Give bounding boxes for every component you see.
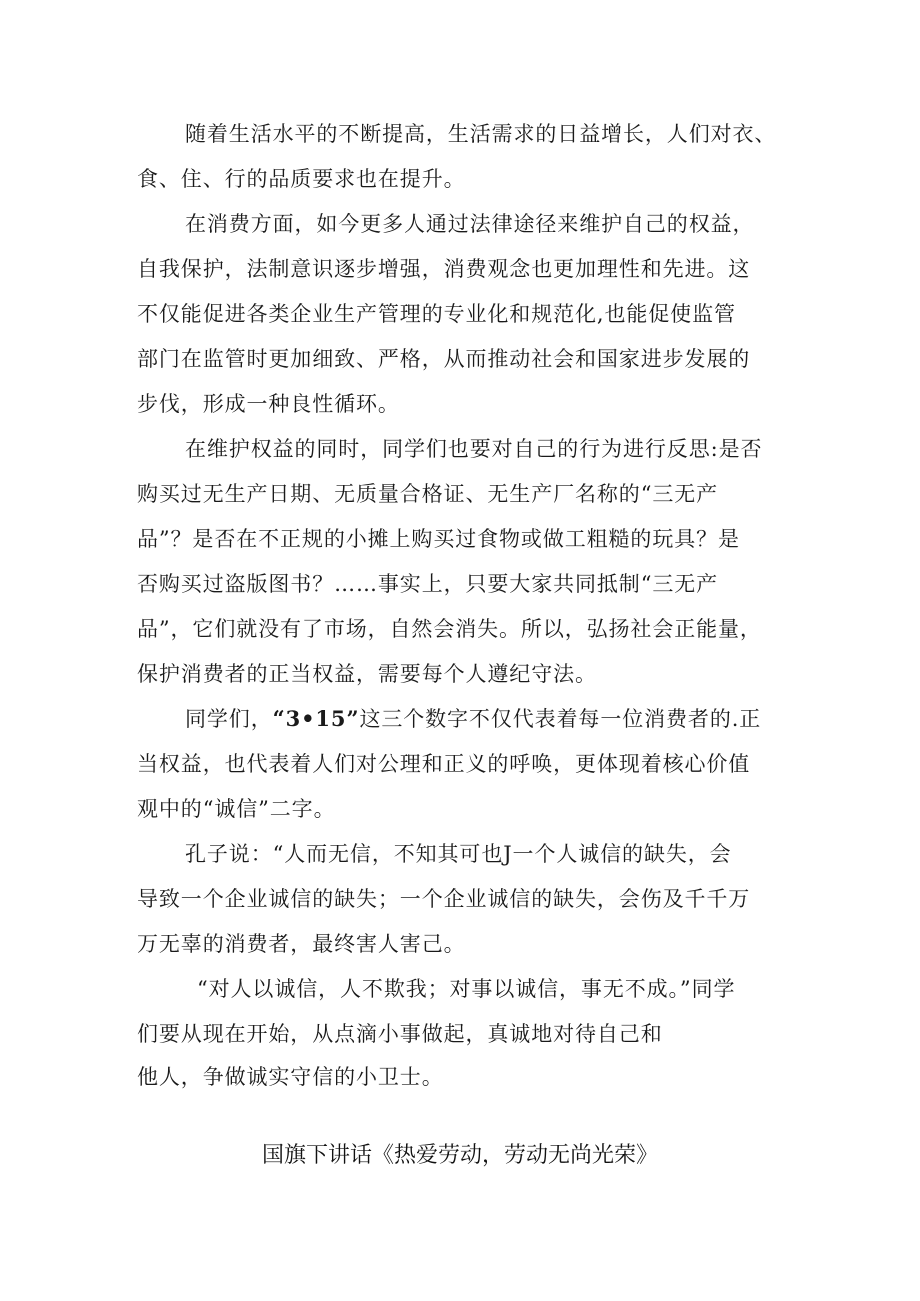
paragraph-3-line-5: 品”，它们就没有了市场，自然会消失。所以，弘扬社会正能量， [137, 617, 762, 641]
paragraph-1-line-1: 随着生活水平的不断提高，生活需求的日益增长，人们对衣、 [185, 122, 777, 146]
paragraph-6-line-3: 他人，争做诚实守信的小卫士。 [137, 1065, 444, 1089]
paragraph-2-line-5: 步伐，形成一种良性循环。 [137, 392, 400, 416]
paragraph-3-line-1: 在维护权益的同时，同学们也要对自己的行为进行反思:是否 [185, 437, 763, 461]
section-heading: 国旗下讲话《热爱劳动，劳动无尚光荣》 [261, 1143, 658, 1168]
paragraph-6-line-2: 们要从现在开始，从点滴小事做起，真诚地对待自己和 [137, 1022, 663, 1046]
paragraph-2-line-1: 在消费方面，如今更多人通过法律途径来维护自己的权益， [185, 212, 755, 236]
paragraph-5-line-2: 导致一个企业诚信的缺失；一个企业诚信的缺失，会伤及千千万 [137, 887, 751, 911]
paragraph-3-line-2: 购买过无生产日期、无质量合格证、无生产厂名称的“三无产 [137, 482, 719, 506]
paragraph-1-line-2: 食、住、行的品质要求也在提升。 [137, 167, 466, 191]
paragraph-2-line-3: 不仅能促进各类企业生产管理的专业化和规范化,也能促使监管 [137, 302, 736, 326]
paragraph-2-line-2: 自我保护，法制意识逐步增强，消费观念也更加理性和先进。这 [137, 257, 751, 281]
paragraph-4-rest: 这三个数字不仅代表着每一位消费者的.正 [359, 707, 762, 731]
paragraph-3-line-4: 否购买过盗版图书？……事实上，只要大家共同抵制“三无产 [137, 572, 719, 596]
paragraph-4-date-emphasis: “3•15” [272, 706, 360, 731]
paragraph-4-line-1 [185, 704, 761, 734]
paragraph-4-line-2: 当权益，也代表着人们对公理和正义的呼唤，更体现着核心价值 [137, 752, 751, 776]
paragraph-5-line-1: 孔子说：“人而无信，不知其可也J一个人诚信的缺失，会 [185, 842, 732, 866]
paragraph-2-line-4: 部门在监管时更加细致、严格，从而推动社会和国家进步发展的 [137, 347, 751, 371]
paragraph-5-line-3: 万无辜的消费者，最终害人害己。 [137, 932, 466, 956]
paragraph-3-line-3: 品”？是否在不正规的小摊上购买过食物或做工粗糙的玩具？是 [137, 527, 740, 551]
paragraph-3-line-6: 保护消费者的正当权益，需要每个人遵纪守法。 [137, 662, 597, 686]
paragraph-6-line-1: “对人以诚信，人不欺我；对事以诚信，事无不成。”同学 [197, 977, 736, 1001]
paragraph-4-lead: 同学们， [185, 707, 273, 731]
paragraph-4-line-3: 观中的“诚信”二字。 [137, 797, 336, 821]
